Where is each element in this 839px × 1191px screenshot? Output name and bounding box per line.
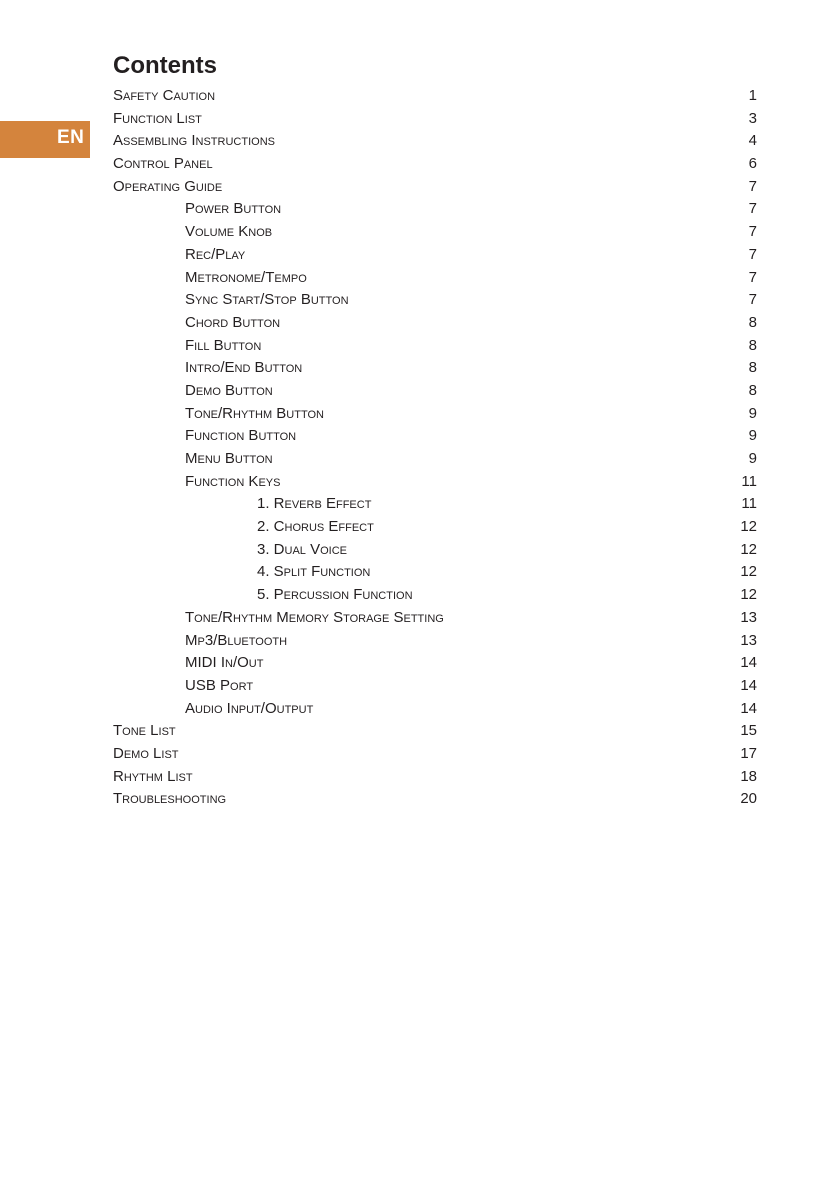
- toc-page-number: 6: [748, 155, 757, 173]
- toc-page-number: 1: [748, 87, 757, 104]
- toc-entry[interactable]: [0, 720, 839, 743]
- toc-entry[interactable]: [0, 698, 839, 721]
- toc-entry-title: 1. Reverb Effect: [257, 495, 372, 513]
- toc-entry-title: Demo List: [113, 744, 179, 762]
- toc-page-number: 15: [740, 722, 757, 740]
- toc-page-number: 8: [748, 381, 757, 399]
- toc-entry-title: Tone List: [113, 722, 176, 740]
- toc-entry-title: Chord Button: [185, 313, 281, 331]
- page-title: Contents: [113, 52, 217, 79]
- toc-entry[interactable]: [0, 584, 839, 607]
- toc-entry[interactable]: [0, 539, 839, 562]
- table-of-contents: [0, 85, 839, 811]
- toc-entry-title: MIDI In/Out: [185, 654, 264, 672]
- toc-entry[interactable]: [0, 471, 839, 494]
- toc-page-number: 11: [741, 495, 757, 513]
- toc-entry[interactable]: [0, 766, 839, 789]
- toc-entry-title: Operating Guide: [113, 177, 223, 195]
- toc-entry[interactable]: [0, 380, 839, 403]
- toc-entry[interactable]: [0, 153, 839, 176]
- toc-page-number: 3: [748, 109, 757, 127]
- toc-entry[interactable]: [0, 607, 839, 630]
- toc-entry-title: Tone/Rhythm Button: [185, 404, 324, 422]
- toc-entry[interactable]: [0, 312, 839, 335]
- toc-entry-title: 5. Percussion Function: [257, 586, 413, 604]
- toc-entry-title: Volume Knob: [185, 223, 273, 241]
- toc-page-number: 12: [740, 518, 757, 536]
- toc-page-number: 12: [740, 563, 757, 581]
- toc-entry-title: Assembling Instructions: [113, 132, 275, 150]
- language-tab: EN: [0, 121, 90, 158]
- toc-entry[interactable]: [0, 788, 839, 811]
- toc-entry[interactable]: [0, 743, 839, 766]
- toc-page-number: 7: [748, 177, 757, 195]
- toc-page-number: 17: [740, 744, 757, 762]
- toc-page-number: 12: [740, 540, 757, 558]
- toc-entry[interactable]: [0, 221, 839, 244]
- toc-entry[interactable]: [0, 630, 839, 653]
- toc-entry-title: Troubleshooting: [113, 790, 227, 808]
- toc-entry[interactable]: [0, 403, 839, 426]
- toc-page-number: 9: [748, 404, 757, 422]
- toc-entry[interactable]: [0, 675, 839, 698]
- toc-page-number: 11: [741, 472, 757, 490]
- toc-entry-title: Power Button: [185, 200, 282, 218]
- toc-entry[interactable]: [0, 289, 839, 312]
- toc-entry-title: 2. Chorus Effect: [257, 518, 374, 536]
- toc-page-number: 4: [748, 132, 757, 150]
- toc-page-number: 7: [748, 200, 757, 218]
- toc-page-number: 18: [740, 767, 757, 785]
- toc-page-number: 7: [748, 268, 757, 286]
- toc-entry[interactable]: [0, 85, 839, 108]
- toc-page-number: 8: [748, 313, 757, 331]
- toc-entry[interactable]: [0, 652, 839, 675]
- toc-page-number: 9: [748, 450, 757, 467]
- toc-page-number: 14: [740, 699, 757, 717]
- toc-page-number: 7: [748, 245, 757, 263]
- toc-entry-title: Demo Button: [185, 381, 273, 399]
- toc-entry[interactable]: [0, 516, 839, 539]
- toc-entry-title: Fill Button: [185, 336, 262, 354]
- toc-entry[interactable]: [0, 448, 839, 471]
- toc-entry[interactable]: [0, 176, 839, 199]
- toc-entry-title: 3. Dual Voice: [257, 540, 347, 558]
- toc-entry[interactable]: [0, 267, 839, 290]
- toc-page-number: 14: [740, 676, 757, 694]
- toc-entry-title: Intro/End Button: [185, 359, 303, 377]
- toc-entry[interactable]: [0, 493, 839, 516]
- toc-entry-title: Function List: [113, 109, 202, 127]
- toc-entry-title: Audio Input/Output: [185, 699, 314, 717]
- toc-entry[interactable]: [0, 244, 839, 267]
- toc-entry[interactable]: [0, 108, 839, 131]
- toc-entry-title: Sync Start/Stop Button: [185, 291, 349, 309]
- toc-entry-title: Control Panel: [113, 155, 213, 173]
- toc-entry-title: Rec/Play: [185, 245, 246, 263]
- toc-entry-title: Function Keys: [185, 472, 281, 490]
- toc-entry-title: Menu Button: [185, 450, 273, 467]
- toc-entry-title: Mp3/Bluetooth: [185, 631, 288, 649]
- toc-entry[interactable]: [0, 130, 839, 153]
- toc-entry-title: Tone/Rhythm Memory Storage Setting: [185, 608, 444, 626]
- toc-entry[interactable]: [0, 425, 839, 448]
- toc-page-number: 8: [748, 359, 757, 377]
- toc-page-number: 20: [740, 790, 757, 808]
- toc-page-number: 8: [748, 336, 757, 354]
- toc-page-number: 9: [748, 427, 757, 445]
- toc-page-number: 7: [748, 291, 757, 309]
- toc-entry-title: Function Button: [185, 427, 297, 445]
- toc-entry-title: USB Port: [185, 676, 254, 694]
- toc-entry-title: Safety Caution: [113, 87, 216, 104]
- toc-page-number: 14: [740, 654, 757, 672]
- toc-page-number: 7: [748, 223, 757, 241]
- toc-entry[interactable]: [0, 561, 839, 584]
- toc-entry-title: Metronome/Tempo: [185, 268, 307, 286]
- toc-entry-title: 4. Split Function: [257, 563, 371, 581]
- toc-entry[interactable]: [0, 357, 839, 380]
- toc-entry[interactable]: [0, 335, 839, 358]
- toc-page-number: 12: [740, 586, 757, 604]
- toc-entry-title: Rhythm List: [113, 767, 193, 785]
- toc-page-number: 13: [740, 608, 757, 626]
- toc-entry[interactable]: [0, 198, 839, 221]
- toc-page-number: 13: [740, 631, 757, 649]
